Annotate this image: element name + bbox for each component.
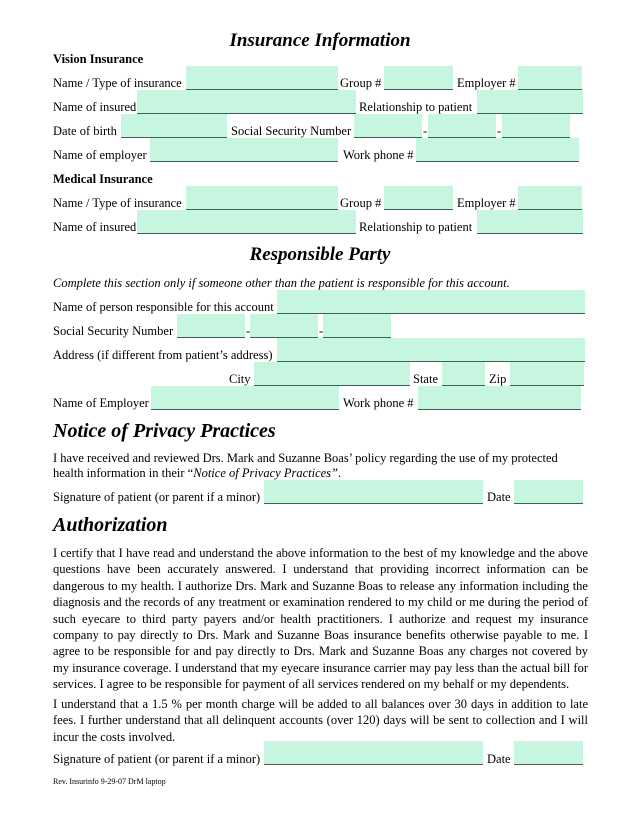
responsible-zip-label: Zip [489, 372, 507, 386]
medical-name-insured-label: Name of insured [53, 220, 137, 234]
authorization-paragraph-2: I understand that a 1.5 % per month charge will be added to all balances over 30 days in addition to late fees. I further understand that all delinquent accounts (over 120) days will be sent to collection and I will incur the costs involved. [53, 697, 588, 744]
vision-relationship-label: Relationship to patient [359, 100, 473, 114]
vision-ssn-field-3[interactable] [502, 114, 570, 138]
vision-relationship-field[interactable] [477, 90, 583, 114]
medical-employer-num-field[interactable] [518, 186, 582, 210]
responsible-name-field[interactable] [277, 290, 585, 314]
vision-work-phone-field[interactable] [416, 138, 579, 162]
medical-group-field[interactable] [384, 186, 453, 210]
responsible-zip-field[interactable] [510, 362, 584, 386]
medical-relationship-field[interactable] [477, 210, 583, 234]
responsible-work-phone-label: Work phone # [343, 396, 414, 410]
vision-group-field[interactable] [384, 66, 453, 90]
medical-name-insured-field[interactable] [137, 210, 356, 234]
authorization-date-label: Date [487, 752, 511, 766]
medical-group-label: Group # [340, 196, 382, 210]
privacy-date-field[interactable] [514, 480, 583, 504]
vision-employer-num-field[interactable] [518, 66, 582, 90]
authorization-signature-label: Signature of patient (or parent if a minor) [53, 752, 261, 766]
vision-work-phone-label: Work phone # [343, 148, 414, 162]
responsible-employer-label: Name of Employer [53, 396, 149, 410]
vision-name-employer-label: Name of employer [53, 148, 147, 162]
privacy-date-label: Date [487, 490, 511, 504]
vision-dob-field[interactable] [121, 114, 227, 138]
privacy-heading: Notice of Privacy Practices [53, 420, 276, 442]
vision-heading: Vision Insurance [53, 52, 144, 66]
vision-name-insured-label: Name of insured [53, 100, 137, 114]
privacy-text-line-1: I have received and reviewed Drs. Mark and Suzanne Boas’ policy regarding the use of my protected [53, 451, 558, 465]
vision-ssn-dash-2: - [497, 124, 502, 138]
responsible-name-label: Name of person responsible for this account [53, 300, 274, 314]
vision-employer-num-label: Employer # [457, 76, 516, 90]
privacy-notice-title: Notice of Privacy Practices” [193, 466, 338, 480]
authorization-signature-field[interactable] [264, 741, 483, 765]
medical-relationship-label: Relationship to patient [359, 220, 473, 234]
responsible-ssn-field-3[interactable] [323, 314, 391, 338]
medical-name-type-field[interactable] [186, 186, 338, 210]
responsible-ssn-field-2[interactable] [250, 314, 318, 338]
vision-name-employer-field[interactable] [150, 138, 338, 162]
page-title: Insurance Information [229, 30, 411, 51]
vision-ssn-dash-1: - [423, 124, 428, 138]
privacy-text-line-2 [53, 466, 341, 481]
vision-dob-label: Date of birth [53, 124, 117, 138]
privacy-text-line-2-suffix: . [338, 466, 342, 480]
responsible-work-phone-field[interactable] [418, 386, 581, 410]
authorization-paragraph-1: I certify that I have read and understand the above information to the best of my knowledge and the above questions have been accurately answered. I understand that providing incorrect information can be dangerous to my health. I authorize Drs. Mark and Suzanne Boas to release any information including the diagnosis and the records of any treatment or examination rendered to my child or me during the period of such eyecare to third party payers and/or health practitioners. I authorize and request my insurance company to pay directly to Drs. Mark and Suzanne Boas insurance benefits otherwise payable to me. I agree to be responsible for and pay directly to Drs. Mark and Suzanne Boas any charges not covered by my insurance coverage. I understand that my eyecare insurance carrier may pay less than the actual bill for services. I agree to be responsible for payment of all services rendered on my behalf or my dependents. [53, 546, 588, 692]
medical-heading: Medical Insurance [53, 172, 153, 186]
responsible-ssn-dash-2: - [319, 324, 324, 338]
responsible-state-label: State [413, 372, 438, 386]
responsible-employer-field[interactable] [151, 386, 339, 410]
responsible-ssn-dash-1: - [246, 324, 251, 338]
responsible-heading: Responsible Party [249, 244, 391, 265]
medical-name-type-label: Name / Type of insurance [53, 196, 182, 210]
responsible-state-field[interactable] [442, 362, 485, 386]
footer-revision: Rev. Insurinfo 9-29-07 DrM laptop [53, 777, 166, 786]
responsible-instruction: Complete this section only if someone other than the patient is responsible for this account. [53, 276, 510, 290]
authorization-heading: Authorization [53, 514, 168, 536]
responsible-ssn-field-1[interactable] [177, 314, 245, 338]
vision-ssn-label: Social Security Number [231, 124, 352, 138]
vision-ssn-field-2[interactable] [428, 114, 496, 138]
medical-employer-num-label: Employer # [457, 196, 516, 210]
vision-name-insured-field[interactable] [137, 90, 356, 114]
vision-ssn-field-1[interactable] [354, 114, 422, 138]
vision-name-type-label: Name / Type of insurance [53, 76, 182, 90]
responsible-ssn-label: Social Security Number [53, 324, 174, 338]
vision-group-label: Group # [340, 76, 382, 90]
responsible-city-field[interactable] [254, 362, 410, 386]
authorization-date-field[interactable] [514, 741, 583, 765]
privacy-signature-field[interactable] [264, 480, 483, 504]
responsible-address-field[interactable] [277, 338, 585, 362]
responsible-city-label: City [229, 372, 251, 386]
vision-name-type-field[interactable] [186, 66, 338, 90]
responsible-address-label: Address (if different from patient’s address) [53, 348, 273, 362]
privacy-text-line-2-prefix: health information in their “ [53, 466, 194, 480]
privacy-signature-label: Signature of patient (or parent if a minor) [53, 490, 261, 504]
